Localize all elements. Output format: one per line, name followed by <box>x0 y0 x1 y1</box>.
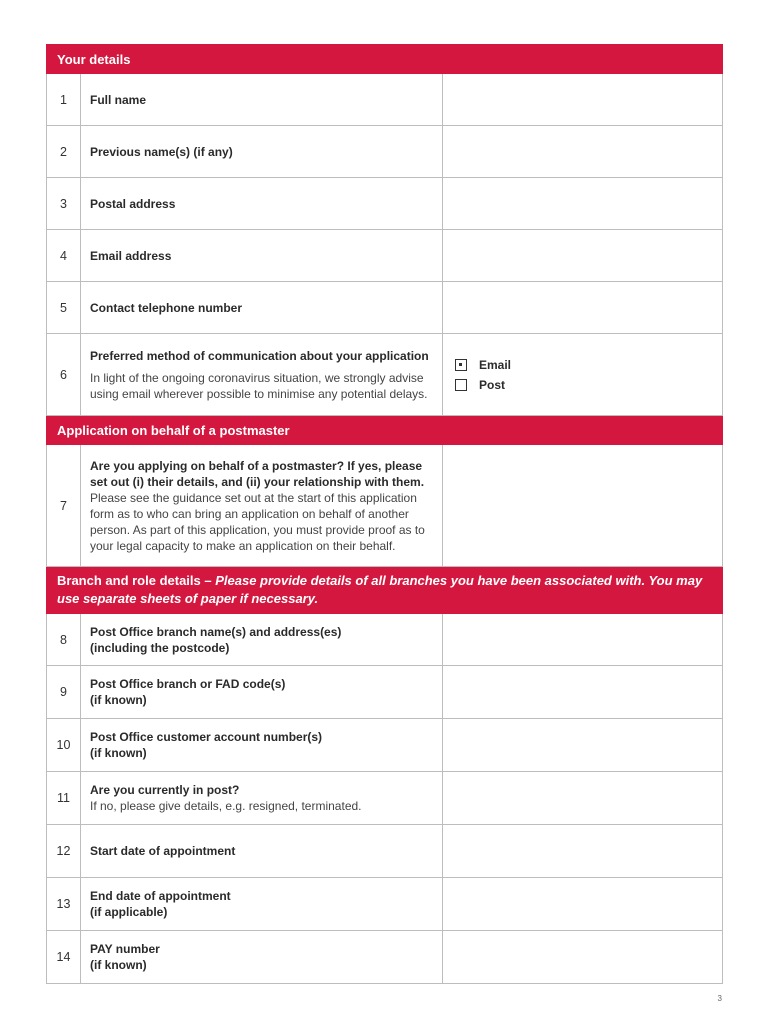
field-label: Contact telephone number <box>90 300 243 315</box>
field-label: Previous name(s) (if any) <box>90 144 233 159</box>
section-title: Branch and role details – <box>57 573 216 588</box>
table-row <box>47 74 723 126</box>
option-email[interactable] <box>455 358 722 372</box>
row-number: 14 <box>47 931 81 984</box>
table-row <box>47 878 723 931</box>
field-label: Are you applying on behalf of a postmaster? If yes, please set out (i) their details, and (ii) your relationship with them. <box>90 458 425 489</box>
table-row <box>47 825 723 878</box>
field-label: Preferred method of communication about your application <box>90 348 429 363</box>
table-row <box>47 719 723 772</box>
row-number: 8 <box>47 614 81 666</box>
start-date-field[interactable] <box>443 825 723 878</box>
section-note: Please provide details of all branches you have been associated with. You may use separate sheets of paper if necessary. <box>57 573 703 606</box>
in-post-field[interactable] <box>443 772 723 825</box>
table-row <box>47 282 723 334</box>
behalf-details-field[interactable] <box>443 445 723 567</box>
email-address-field[interactable] <box>443 230 723 282</box>
row-number: 1 <box>47 74 81 126</box>
section-title: Application on behalf of a postmaster <box>47 416 723 445</box>
table-row <box>47 614 723 666</box>
communication-options <box>443 334 723 416</box>
field-label: Full name <box>90 92 147 107</box>
field-label-sub: (if known) <box>90 746 147 760</box>
section-header-behalf <box>47 416 723 445</box>
fad-code-field[interactable] <box>443 666 723 719</box>
email-checkbox[interactable] <box>455 359 467 371</box>
form-table <box>46 44 723 984</box>
row-number: 4 <box>47 230 81 282</box>
field-label-sub: (if known) <box>90 958 147 972</box>
row-number: 9 <box>47 666 81 719</box>
postal-address-field[interactable] <box>443 178 723 230</box>
branch-name-field[interactable] <box>443 614 723 666</box>
field-label: Are you currently in post? <box>90 783 240 797</box>
table-row <box>47 126 723 178</box>
field-label: End date of appointment <box>90 889 231 903</box>
field-label-sub: (if applicable) <box>90 905 168 919</box>
field-label: PAY number <box>90 942 160 956</box>
pay-number-field[interactable] <box>443 931 723 984</box>
telephone-field[interactable] <box>443 282 723 334</box>
field-label-sub: (including the postcode) <box>90 640 230 655</box>
field-label: Start date of appointment <box>90 844 236 858</box>
section-header-branch <box>47 567 723 614</box>
field-label: Postal address <box>90 196 176 211</box>
field-label-sub: (if known) <box>90 693 147 707</box>
row-number: 10 <box>47 719 81 772</box>
section-title: Your details <box>47 45 723 74</box>
row-number: 13 <box>47 878 81 931</box>
field-label: Post Office branch or FAD code(s) <box>90 677 286 691</box>
row-number: 5 <box>47 282 81 334</box>
option-label: Email <box>479 357 512 372</box>
row-number: 11 <box>47 772 81 825</box>
account-number-field[interactable] <box>443 719 723 772</box>
option-label: Post <box>479 377 506 392</box>
table-row <box>47 666 723 719</box>
page-number: 3 <box>717 994 722 1003</box>
table-row <box>47 931 723 984</box>
row-number: 6 <box>47 334 81 416</box>
field-note: Please see the guidance set out at the start of this application form as to who can bring an application on behalf of another person. As part of this application, you must provide proof as to your legal capacity to make an application on their behalf. <box>90 490 425 553</box>
field-note: In light of the ongoing coronavirus situation, we strongly advise using email wherever possible to minimise any potential delays. <box>90 370 428 401</box>
table-row <box>47 178 723 230</box>
row-number: 7 <box>47 445 81 567</box>
section-header-your-details <box>47 45 723 74</box>
field-label: Email address <box>90 248 172 263</box>
option-post[interactable] <box>455 378 722 392</box>
row-number: 2 <box>47 126 81 178</box>
full-name-field[interactable] <box>443 74 723 126</box>
table-row <box>47 772 723 825</box>
field-label: Post Office branch name(s) and address(es) <box>90 624 342 639</box>
row-number: 3 <box>47 178 81 230</box>
end-date-field[interactable] <box>443 878 723 931</box>
previous-names-field[interactable] <box>443 126 723 178</box>
field-note: If no, please give details, e.g. resigned, terminated. <box>90 799 362 813</box>
application-form <box>46 44 722 984</box>
table-row <box>47 334 723 416</box>
field-label: Post Office customer account number(s) <box>90 730 323 744</box>
table-row <box>47 445 723 567</box>
post-checkbox[interactable] <box>455 379 467 391</box>
table-row <box>47 230 723 282</box>
row-number: 12 <box>47 825 81 878</box>
